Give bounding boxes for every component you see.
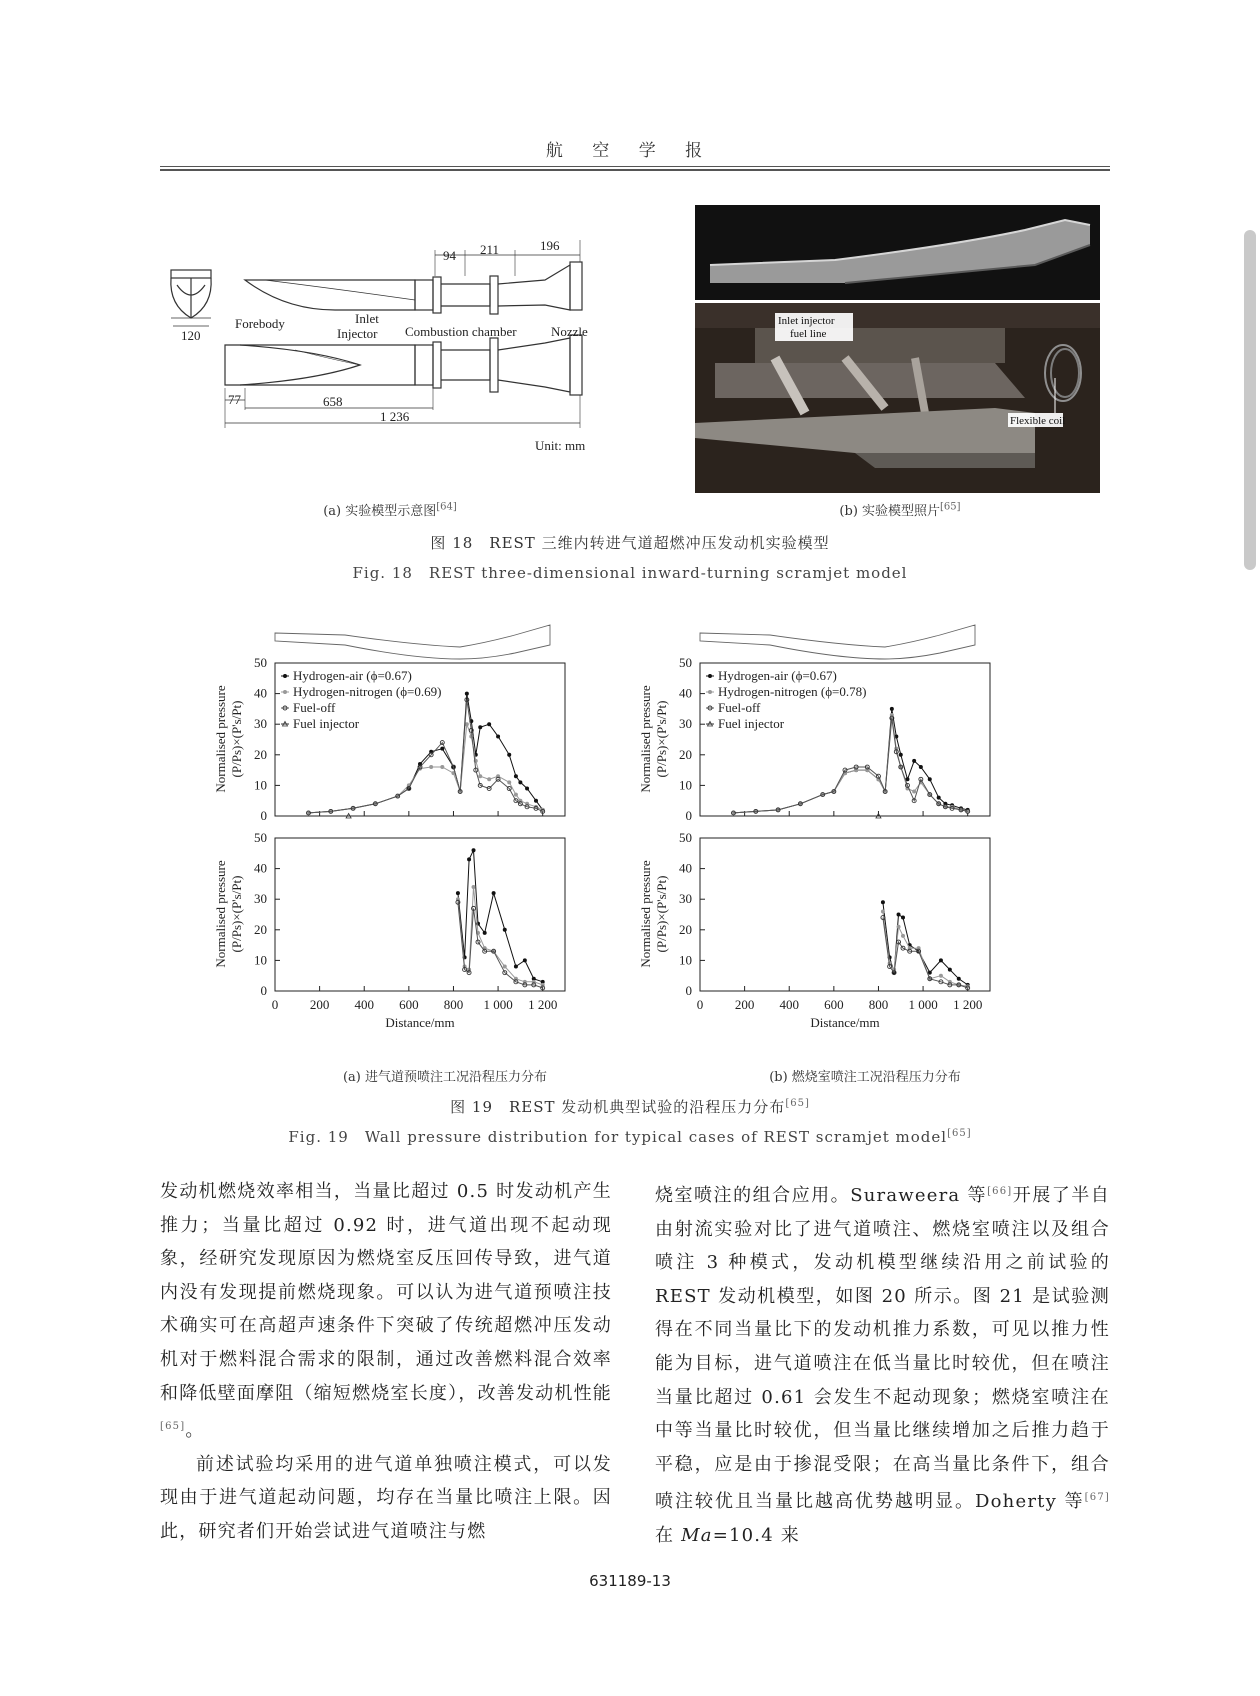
fig18a-ref: [64]	[436, 501, 457, 513]
x-tick-label: 0	[271, 997, 279, 1012]
data-point	[514, 774, 518, 778]
fig18b-ref: [65]	[940, 501, 961, 513]
fig18b-subcaption-text: (b) 实验模型照片	[839, 504, 941, 519]
fig19-caption-cn-text: 图 19 REST 发动机典型试验的沿程压力分布	[450, 1098, 786, 1116]
y-axis-label-formula: (P/Ps)×(P's/Pt)	[654, 875, 669, 953]
y-tick-label: 30	[679, 716, 692, 732]
y-tick-label: 50	[254, 830, 267, 845]
legend-entry	[706, 668, 837, 683]
y-axis-label-formula: (P/Ps)×(P's/Pt)	[654, 700, 669, 778]
data-point	[901, 916, 905, 920]
fig19a-subcaption: (a) 进气道预喷注工况沿程压力分布	[342, 1070, 548, 1085]
x-axis-label: Distance/mm	[810, 1015, 880, 1030]
citation: [67]	[1084, 1492, 1110, 1504]
legend-entry	[281, 700, 336, 715]
citation: [66]	[987, 1186, 1013, 1197]
body-text: 。	[185, 1420, 205, 1442]
y-tick-label: 30	[254, 891, 267, 907]
fig19b-chart	[640, 625, 1065, 1065]
data-point	[897, 925, 901, 929]
data-point	[478, 774, 482, 778]
data-point	[487, 777, 491, 781]
data-point	[496, 734, 500, 738]
plot-frame	[275, 838, 565, 991]
engine-photo-bottom-svg	[695, 303, 1100, 493]
y-axis-label: Normalised pressure	[638, 860, 653, 968]
photo-label-fuel-line: fuel line	[790, 328, 827, 340]
data-point	[890, 707, 894, 711]
y-tick-label: 40	[679, 685, 692, 701]
fig18b-subcaption	[700, 500, 1100, 519]
data-point	[472, 885, 476, 889]
citation: [65]	[160, 1421, 186, 1433]
data-point	[708, 690, 712, 694]
data-point	[503, 928, 507, 932]
data-point	[939, 958, 943, 962]
x-tick-label: 800	[868, 997, 889, 1012]
legend-entry	[706, 716, 785, 731]
data-point	[912, 759, 916, 763]
fig18a-schematic	[165, 210, 625, 475]
dim-77: 77	[228, 392, 241, 407]
data-point	[912, 790, 916, 794]
x-tick-label: 600	[824, 997, 844, 1012]
series-line	[734, 718, 968, 813]
data-point	[472, 848, 476, 852]
fig19-caption-en	[0, 1126, 1260, 1147]
fig18a-subcaption	[200, 500, 580, 519]
data-point	[514, 965, 518, 969]
legend-entry	[706, 684, 866, 699]
y-tick-label: 30	[254, 716, 267, 732]
fig19-caption-en-text: Fig. 19 Wall pressure distribution for typical cases of REST scramjet model	[288, 1128, 948, 1146]
y-tick-label: 0	[260, 983, 267, 998]
x-tick-label: 0	[696, 997, 704, 1012]
data-point	[467, 857, 471, 861]
y-axis-label: Normalised pressure	[213, 860, 228, 968]
data-point	[518, 780, 522, 784]
data-point	[429, 765, 433, 769]
y-tick-label: 40	[254, 685, 267, 701]
y-axis-label: Normalised pressure	[638, 685, 653, 793]
body-text: 在	[655, 1524, 682, 1546]
body-text: =10.4 来	[712, 1524, 800, 1546]
data-point	[534, 799, 538, 803]
label-injector: Injector	[337, 326, 378, 341]
x-axis-label: Distance/mm	[385, 1015, 455, 1030]
body-column-right	[655, 1175, 1110, 1553]
series-0	[881, 900, 970, 987]
x-tick-label: 1 200	[953, 997, 983, 1012]
scrollbar[interactable]	[1244, 230, 1256, 570]
journal-title: 航 空 学 报	[545, 141, 715, 161]
fig19-caption-en-ref: [65]	[947, 1128, 972, 1139]
data-point	[440, 747, 444, 751]
data-point	[928, 777, 932, 781]
fig19a-svg	[215, 625, 640, 1065]
y-tick-label: 20	[254, 921, 267, 937]
plot-frame	[700, 838, 990, 991]
fig18a-subcaption-text: (a) 实验模型示意图	[323, 504, 437, 519]
y-axis-label: Normalised pressure	[213, 685, 228, 793]
x-tick-label: 800	[443, 997, 464, 1012]
data-point	[483, 931, 487, 935]
data-point	[957, 977, 961, 981]
math-ma: Ma	[681, 1524, 713, 1546]
data-point	[478, 725, 482, 729]
legend-label: Fuel injector	[718, 716, 785, 731]
y-tick-label: 0	[685, 808, 692, 823]
data-point	[465, 692, 469, 696]
legend-label: Hydrogen-air (ϕ=0.67)	[293, 668, 412, 683]
fig19-caption-cn-ref: [65]	[785, 1098, 810, 1109]
x-tick-label: 1 000	[483, 997, 513, 1012]
data-point	[492, 891, 496, 895]
x-tick-label: 400	[354, 997, 374, 1012]
legend-label: Fuel-off	[718, 700, 761, 715]
label-nozzle: Nozzle	[551, 324, 588, 339]
dim-196: 196	[540, 238, 560, 253]
series-line	[309, 724, 543, 813]
y-tick-label: 20	[679, 746, 692, 762]
photo-label-coil: Flexible coil	[1010, 415, 1066, 427]
data-point	[503, 965, 507, 969]
y-axis-label-formula: (P/Ps)×(P's/Pt)	[229, 875, 244, 953]
data-point	[507, 753, 511, 757]
data-point	[901, 934, 905, 938]
label-inlet: Inlet	[355, 311, 379, 326]
fig18-caption-cn: 图 18 REST 三维内转进气道超燃冲压发动机实验模型	[430, 534, 830, 552]
legend-entry	[706, 700, 761, 715]
fig19a-chart	[215, 625, 640, 1065]
legend-label: Hydrogen-nitrogen (ϕ=0.78)	[718, 684, 867, 699]
data-point	[919, 765, 923, 769]
x-tick-label: 1 000	[908, 997, 938, 1012]
photo-label-inlet: Inlet injector	[778, 315, 835, 327]
body-text: 开展了半自由射流实验对比了进气道喷注、燃烧室喷注以及组合喷注 3 种模式，发动机模型继续沿用之前试验的 REST 发动机模型，如图 20 所示。图 21 是试验测得在不同当量比下的发动机推力系数，可见以推力性能为目标，进气道喷注在低当量比时较优，但在喷注当量比超过 0.61 会发生不起动现象；燃烧室喷注在中等当量比时较优，但当量比继续增加之后推力趋于平稳，应是由于掺混受限；在高当量比条件下，组合喷注较优且当量比越高优势越明显。Doherty 等	[655, 1185, 1111, 1513]
fig18b-photo-top	[695, 205, 1100, 300]
legend-label: Fuel-off	[293, 700, 336, 715]
y-tick-label: 10	[679, 952, 692, 968]
fig18b-photo-bottom	[695, 303, 1100, 493]
dim-211: 211	[480, 242, 500, 257]
label-forebody: Forebody	[235, 316, 285, 331]
y-tick-label: 0	[260, 808, 267, 823]
data-point	[514, 793, 518, 797]
data-point	[899, 753, 903, 757]
legend-entry	[281, 716, 360, 731]
y-tick-label: 30	[679, 891, 692, 907]
y-tick-label: 40	[679, 860, 692, 876]
y-tick-label: 10	[679, 777, 692, 793]
legend-label: Hydrogen-nitrogen (ϕ=0.69)	[293, 684, 442, 699]
y-tick-label: 0	[685, 983, 692, 998]
fig19-caption-cn	[0, 1096, 1260, 1117]
fig18-caption-en: Fig. 18 REST three-dimensional inward-turning scramjet model	[352, 564, 908, 582]
dim-658: 658	[323, 394, 343, 409]
x-tick-label: 200	[734, 997, 755, 1012]
paragraph	[655, 1175, 1110, 1553]
data-point	[507, 780, 511, 784]
data-point	[283, 674, 287, 678]
series-1	[306, 722, 544, 815]
data-point	[897, 913, 901, 917]
dim-120: 120	[181, 328, 201, 343]
data-point	[525, 786, 529, 790]
fig19b-svg	[640, 625, 1065, 1065]
engine-outline	[700, 625, 975, 659]
body-column-left	[160, 1175, 612, 1549]
paragraph	[160, 1175, 612, 1448]
fig19b-subcaption: (b) 燃烧室喷注工况沿程压力分布	[769, 1070, 961, 1085]
series-line	[458, 850, 543, 982]
data-point	[523, 958, 527, 962]
legend-label: Hydrogen-air (ϕ=0.67)	[718, 668, 837, 683]
series-2	[881, 916, 970, 990]
y-tick-label: 50	[254, 655, 267, 670]
x-tick-label: 1 200	[528, 997, 558, 1012]
legend-label: Fuel injector	[293, 716, 360, 731]
y-tick-label: 10	[254, 952, 267, 968]
data-point	[283, 690, 287, 694]
data-point	[948, 968, 952, 972]
header-rule	[160, 166, 1110, 167]
data-point	[469, 734, 473, 738]
body-text: 发动机燃烧效率相当，当量比超过 0.5 时发动机产生推力；当量比超过 0.92 时，进气道出现不起动现象，经研究发现原因为燃烧室反压回传导致，进气道内没有发现提前燃烧现象。可以认为进气道预喷注技术确实可在高超声速条件下突破了传统超燃冲压发动机对于燃料混合需求的限制，通过改善燃料混合效率和降低壁面摩阻（缩短燃烧室长度），改善发动机性能	[160, 1181, 612, 1404]
header-rule-thick	[160, 169, 1110, 171]
x-tick-label: 200	[309, 997, 330, 1012]
y-tick-label: 40	[254, 860, 267, 876]
data-point	[881, 909, 885, 913]
body-text: 烧室喷注的组合应用。Suraweera 等	[655, 1185, 988, 1206]
label-unit: Unit: mm	[535, 438, 586, 453]
y-tick-label: 20	[254, 746, 267, 762]
paragraph: 前述试验均采用的进气道单独喷注模式，可以发现由于进气道起动问题，均存在当量比喷注上限。因此，研究者们开始尝试进气道喷注与燃	[160, 1453, 612, 1542]
data-point	[708, 674, 712, 678]
data-point	[937, 796, 941, 800]
series-line	[309, 694, 543, 813]
label-combustion: Combustion chamber	[405, 324, 517, 339]
data-point	[939, 974, 943, 978]
data-point	[487, 722, 491, 726]
y-axis-label-formula: (P/Ps)×(P's/Pt)	[229, 700, 244, 778]
fig18a-svg	[165, 210, 625, 475]
x-tick-label: 400	[779, 997, 799, 1012]
x-tick-label: 600	[399, 997, 419, 1012]
y-tick-label: 10	[254, 777, 267, 793]
y-tick-label: 20	[679, 921, 692, 937]
legend-entry	[281, 668, 412, 683]
page-number: 631189-13	[589, 1572, 671, 1590]
series-0	[306, 692, 544, 815]
y-tick-label: 50	[679, 655, 692, 670]
dim-1236: 1 236	[380, 409, 410, 424]
data-point	[881, 900, 885, 904]
engine-photo-top-svg	[695, 205, 1100, 300]
dim-94: 94	[443, 248, 456, 263]
y-tick-label: 50	[679, 830, 692, 845]
engine-outline	[275, 625, 550, 659]
data-point	[456, 891, 460, 895]
data-point	[440, 765, 444, 769]
legend-entry	[281, 684, 441, 699]
